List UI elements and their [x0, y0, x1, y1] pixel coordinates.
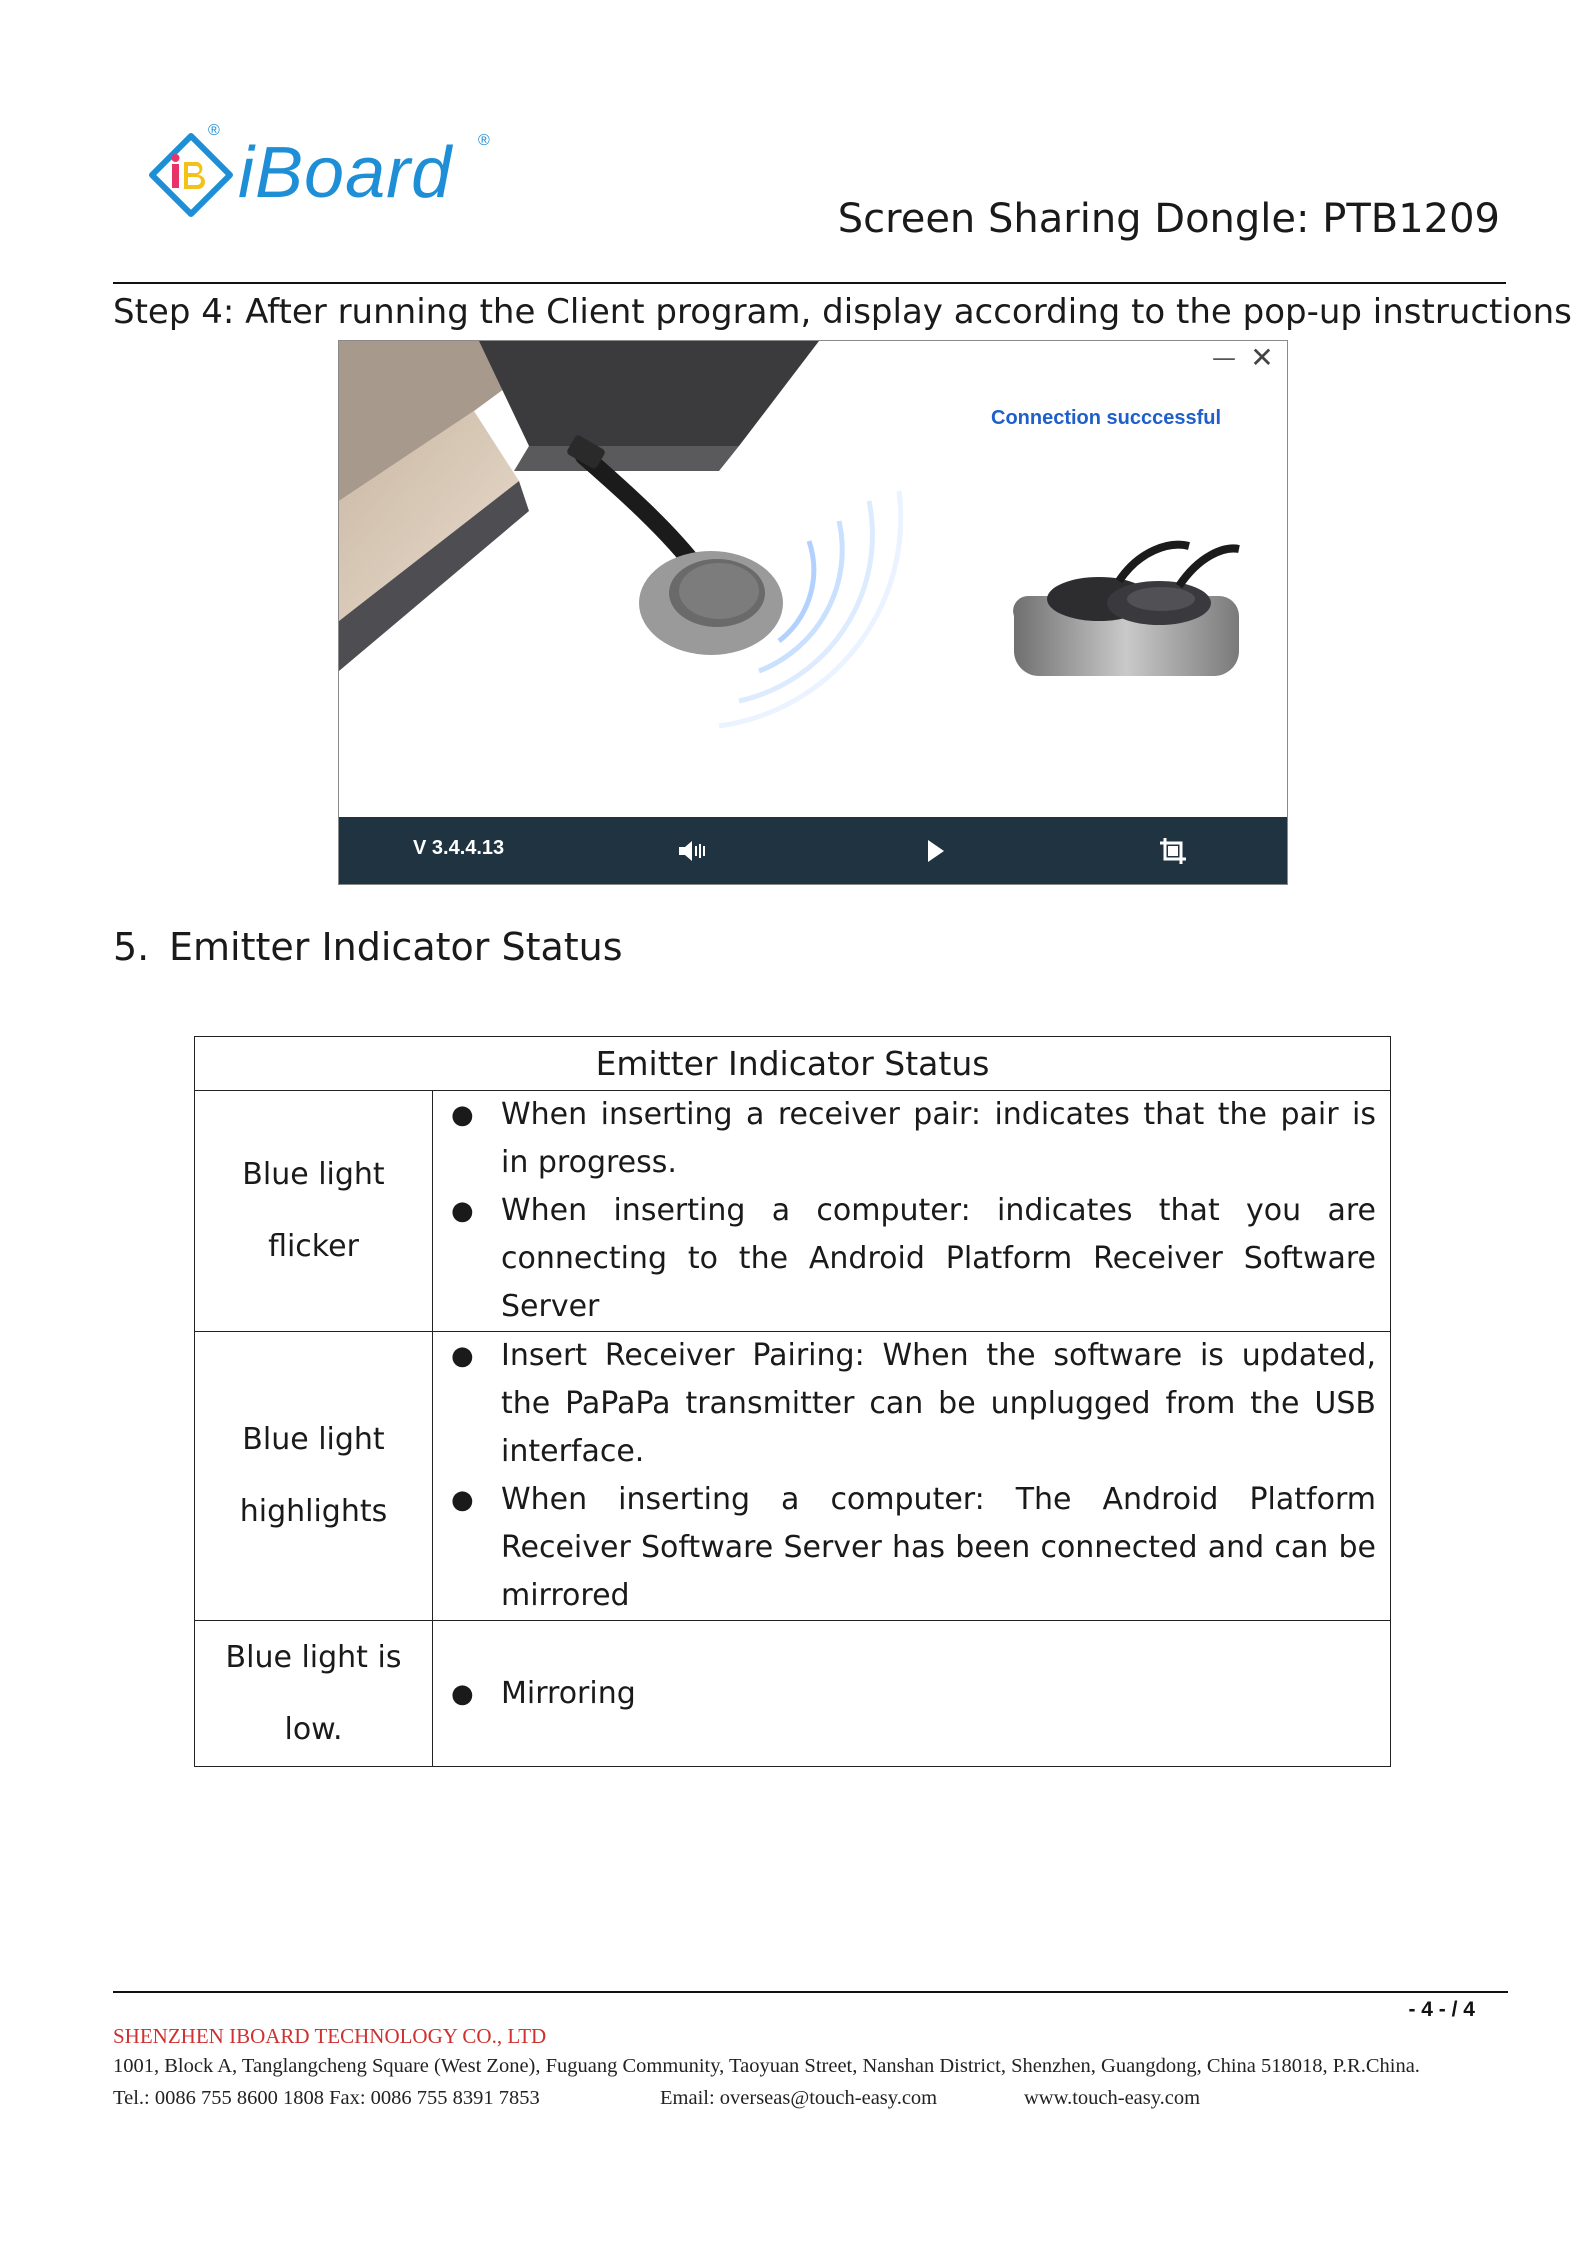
status-description	[433, 1621, 1391, 1767]
status-label-line: flicker	[268, 1229, 359, 1264]
bullet-icon: ●	[451, 1485, 474, 1515]
client-app-window	[338, 340, 1288, 885]
status-label-line: low.	[284, 1711, 343, 1747]
company-address: 1001, Block A, Tanglangcheng Square (West Zone), Fuguang Community, Taoyuan Street, Nanshan District, Shenzhen, Guangdong, China 518018, P.R.China.	[113, 2055, 1420, 2077]
indicator-status-table	[194, 1036, 1391, 1767]
section-title: Emitter Indicator Status	[169, 925, 623, 969]
status-label	[195, 1332, 433, 1621]
status-label-line: Blue light	[242, 1157, 385, 1192]
bullet-item: ● When inserting a receiver pair: indicates that the pair is in progress.	[447, 1091, 1376, 1187]
status-label-line: Blue light	[242, 1422, 385, 1457]
email-address[interactable]: Email: overseas@touch-easy.com	[660, 2087, 938, 2109]
status-label-line: highlights	[239, 1494, 388, 1529]
logo-registered-mark: ®	[208, 122, 220, 139]
iboard-logo	[148, 122, 508, 223]
status-label-line: Blue light is	[225, 1639, 402, 1675]
bullet-icon: ●	[451, 1100, 474, 1130]
table-row	[195, 1332, 1391, 1621]
table-row	[195, 1621, 1391, 1767]
document-title: Screen Sharing Dongle: PTB1209	[837, 196, 1500, 242]
version-label: V 3.4.4.13	[413, 837, 505, 859]
connection-status: Connection succcessful	[991, 407, 1222, 429]
status-description	[433, 1332, 1391, 1621]
bullet-item: ● Mirroring	[447, 1670, 1376, 1718]
logo-wordmark: iBoard	[238, 133, 453, 213]
header-divider	[113, 282, 1506, 284]
table-row	[195, 1091, 1391, 1332]
status-label	[195, 1091, 433, 1332]
company-name: SHENZHEN IBOARD TECHNOLOGY CO., LTD	[113, 2024, 547, 2048]
close-button[interactable]: ✕	[1250, 341, 1274, 374]
phone-fax: Tel.: 0086 755 8600 1808 Fax: 0086 755 8391 7853	[113, 2087, 540, 2109]
play-icon[interactable]	[919, 835, 951, 867]
iboard-logo-icon	[148, 132, 234, 218]
table-header: Emitter Indicator Status	[195, 1037, 1391, 1091]
website-link[interactable]: www.touch-easy.com	[1024, 2087, 1201, 2109]
section-number: 5.	[113, 925, 150, 969]
app-toolbar	[339, 817, 1287, 884]
section-heading	[113, 925, 623, 969]
status-label	[195, 1621, 433, 1767]
footer-divider	[113, 1991, 1508, 1993]
crop-icon[interactable]	[1157, 835, 1189, 867]
bullet-item: ● Insert Receiver Pairing: When the software is updated, the PaPaPa transmitter can be unplugged from the USB interface.	[447, 1332, 1376, 1476]
bullet-item: ● When inserting a computer: The Android Platform Receiver Software Server has been connected and can be mirrored	[447, 1476, 1376, 1620]
page-number: - 4 - / 4	[1408, 1998, 1475, 2021]
speaker-icon[interactable]	[675, 835, 707, 867]
minimize-button[interactable]: —	[1212, 344, 1236, 372]
bullet-icon: ●	[451, 1678, 474, 1709]
wordmark-registered-mark: ®	[478, 132, 490, 149]
bullet-icon: ●	[451, 1341, 474, 1371]
status-description	[433, 1091, 1391, 1332]
bullet-icon: ●	[451, 1196, 474, 1226]
bullet-item: ● When inserting a computer: indicates that you are connecting to the Android Platform Receiver Software Server	[447, 1187, 1376, 1331]
step-instruction: Step 4: After running the Client program, display according to the pop-up instructions	[113, 292, 1572, 332]
